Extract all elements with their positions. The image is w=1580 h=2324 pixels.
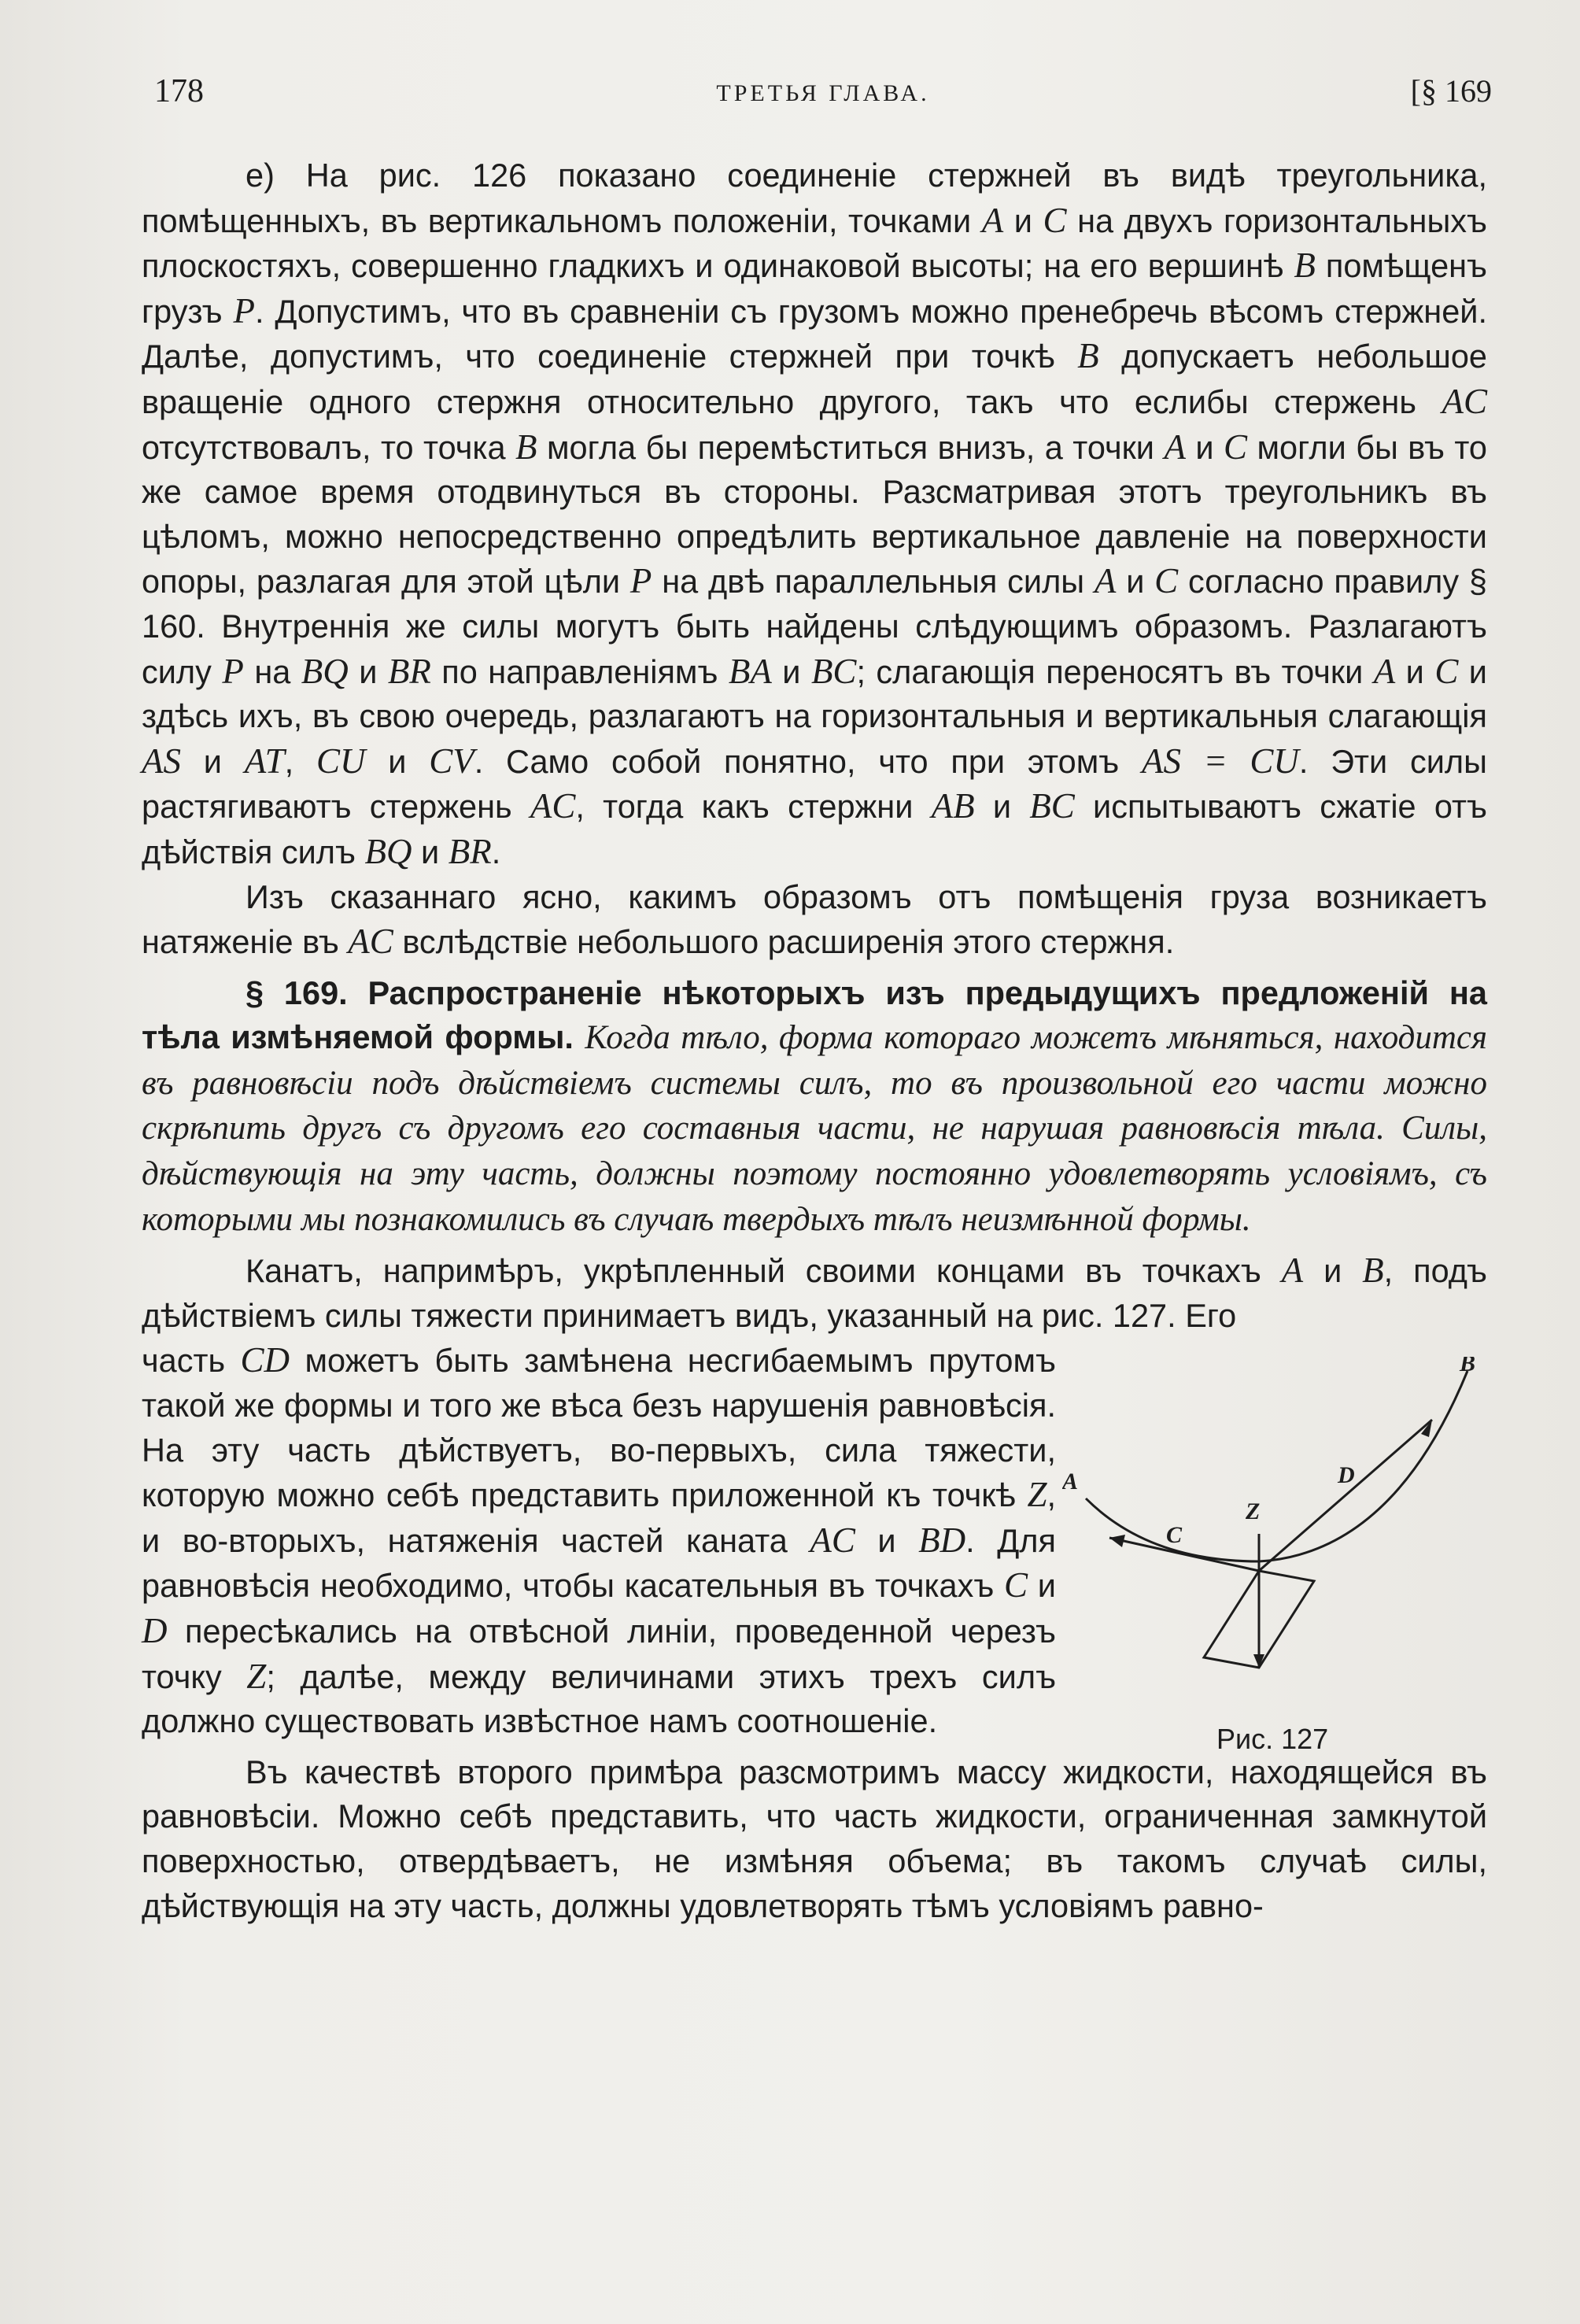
label-b: B (1460, 1357, 1476, 1377)
label-a: A (1062, 1469, 1079, 1495)
label-c: C (1166, 1522, 1183, 1549)
section-reference: [§ 169 (1410, 73, 1492, 109)
section-169 (142, 971, 1487, 1243)
section-title: Распространенiе нѣкоторыхъ изъ предыдущихъ предложенiй на тѣла измѣняемой формы. (142, 974, 1487, 1056)
paragraph-rope-continued: часть CD можетъ быть замѣнена несгибаемымъ прутомъ такой же формы и того же вѣса безъ нарушенiя равновѣсiя. На эту часть дѣйствуетъ, во-первыхъ, сила тяжести, которую можно себѣ представить приложенной къ точкѣ Z, и во-вторыхъ, натяженiя частей каната AC и BD. Для равновѣсiя необходимо, чтобы касательныя въ точкахъ C и D пересѣкались на отвѣсной линiи, проведенной черезъ точку Z; далѣе, между величинами этихъ трехъ силъ должно существовать извѣстное намъ соотношенiе. (142, 1340, 1057, 1740)
paragraph-fluid-example: Въ качествѣ второго примѣра разсмотримъ массу жидкости, находящейся въ равновѣсiи. Можно себѣ представить, что часть жидкости, ограниченная замкнутой поверхностью, отвердѣваетъ, не измѣняя объема; въ такомъ случаѣ силы, дѣйствующiя на эту часть, должны удовлетворять тѣмъ условiямъ равно- (142, 1753, 1487, 1924)
paragraph-tension-conclusion: Изъ сказаннаго ясно, какимъ образомъ отъ помѣщенiя груза возникаетъ натяженiе въ AC вслѣдствiе небольшого расширенiя этого стержня. (142, 878, 1487, 962)
section-italic-statement: Когда тѣло, форма котораго можетъ мѣняться, находится въ равновѣсiи подъ дѣйствiемъ системы силъ, то въ произвольной его части можно скрѣпить другъ съ другомъ его составныя части, не нарушая равновѣсiя тѣла. Силы, дѣйствующiя на эту часть, должны поэтому постоянно удовлетворять условiямъ, съ которыми мы познакомились въ случаѣ твердыхъ тѣлъ неизмѣнной формы. (142, 1019, 1488, 1238)
figure-caption: Рис. 127 (1216, 1723, 1329, 1756)
rope-curve (1086, 1371, 1467, 1561)
label-d: D (1338, 1462, 1355, 1489)
figure-wrap-block (142, 1338, 1487, 1756)
figure-127 (1062, 1357, 1487, 1779)
arrow-c-head (1109, 1535, 1125, 1547)
page-number: 178 (154, 73, 204, 109)
section-number: § 169. (245, 974, 348, 1011)
paragraph-rope-example: Канатъ, напримѣръ, укрѣпленный своими концами въ точкахъ A и B, подъ дѣйствiемъ силы тяжести принимаетъ видъ, указанный на рис. 127. Его (142, 1251, 1487, 1334)
tangent-c (1109, 1538, 1259, 1571)
label-z: Z (1246, 1498, 1261, 1525)
rope-diagram (1062, 1357, 1487, 1703)
page-header (154, 72, 1492, 120)
paragraph-triangle-example: e) На рис. 126 показано соединенiе стержней въ видѣ треугольника, помѣщенныхъ, въ вертикальномъ положенiи, точками A и C на двухъ горизонтальныхъ плоскостяхъ, совершенно гладкихъ и одинаковой высоты; на его вершинѣ B помѣщенъ грузъ P. Допустимъ, что въ сравненiи съ грузомъ можно пренебречь вѣсомъ стержней. Далѣе, допустимъ, что соединенiе стержней при точкѣ B допускаетъ небольшое вращенiе одного стержня относительно другого, такъ что еслибы стержень AC отсутствовалъ, то точка B могла бы перемѣститься внизъ, а точки A и C могли бы въ то же самое время отодвинуться въ стороны. Разсматривая этотъ треугольникъ въ цѣломъ, можно непосредственно опредѣлить вертикальное давленiе на поверхности опоры, разлагая для этой цѣли P на двѣ параллельныя силы A и C согласно правилу § 160. Внутреннiя же силы могутъ быть найдены слѣдующимъ образомъ. Разлагаютъ силу P на BQ и BR по направленiямъ BA и BC; слагающiя переносятъ въ точки A и C и здѣсь ихъ, въ свою очередь, разлагаютъ на горизонтальныя и вертикальныя слагающiя AS и AT, CU и CV. Само собой понятно, что при этомъ AS = CU. Эти силы растягиваютъ стержень AC, тогда какъ стержни AB и BC испытываютъ сжатiе отъ дѣйствiя силъ BQ и BR. (142, 157, 1488, 871)
page-body (142, 153, 1487, 1928)
running-title: ТРЕТЬЯ ГЛАВА. (716, 80, 930, 106)
tangent-d (1259, 1420, 1432, 1571)
